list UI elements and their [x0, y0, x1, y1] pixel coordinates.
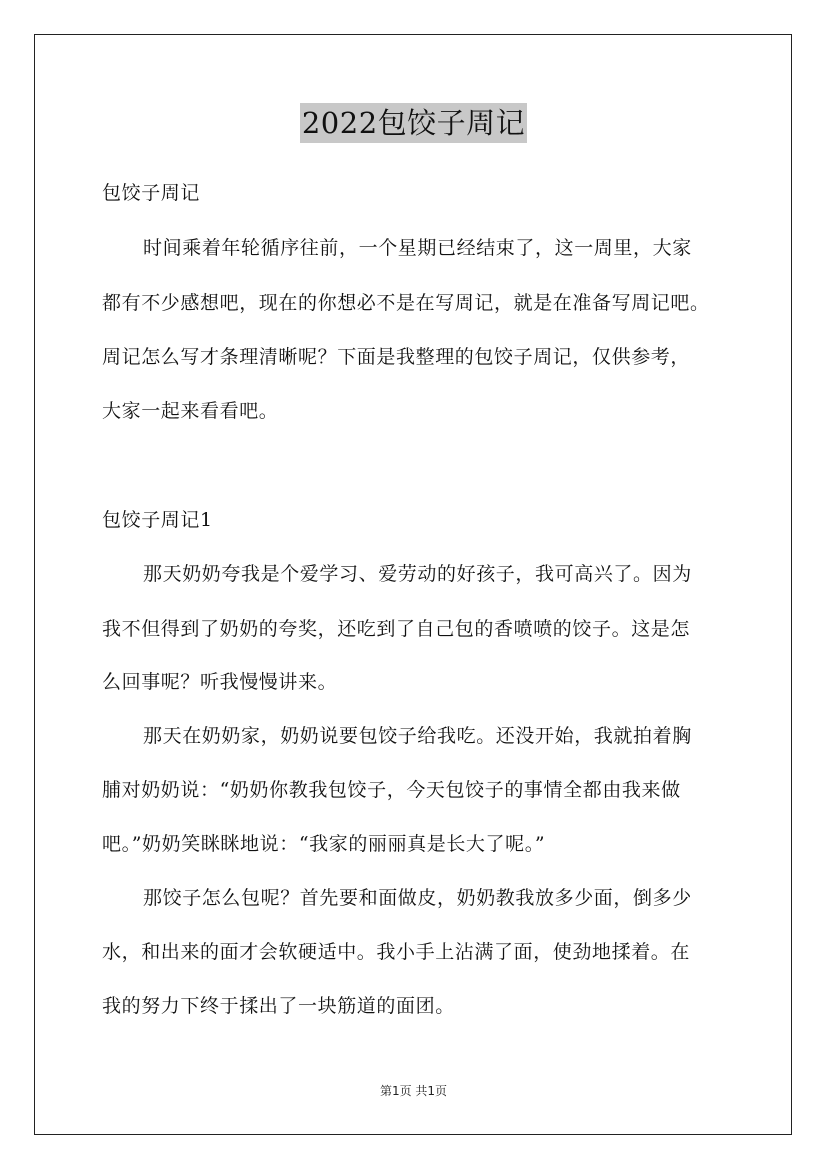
paragraph-line: 水，和出来的面才会软硬适中。我小手上沾满了面，使劲地揉着。在 — [102, 941, 691, 963]
paragraph-line: 大家一起来看看吧。 — [102, 400, 279, 422]
paragraph-line: 都有不少感想吧，现在的你想必不是在写周记，就是在准备写周记吧。 — [102, 292, 710, 314]
paragraph-line: 脯对奶奶说：“奶奶你教我包饺子，今天包饺子的事情全都由我来做 — [102, 779, 681, 801]
section-heading: 包饺子周记1 — [102, 509, 213, 531]
page-footer: 第1页 共1页 — [379, 1084, 448, 1098]
paragraph-line: 那饺子怎么包呢？首先要和面做皮，奶奶教我放多少面，倒多少 — [143, 887, 692, 909]
paragraph-line: 我的努力下终于揉出了一块筋道的面团。 — [102, 995, 455, 1017]
section-heading: 包饺子周记 — [102, 182, 201, 204]
paragraph-line: 吧。”奶奶笑眯眯地说：“我家的丽丽真是长大了呢。” — [102, 833, 546, 855]
paragraph-line: 我不但得到了奶奶的夸奖，还吃到了自己包的香喷喷的饺子。这是怎 — [102, 618, 691, 640]
paragraph-line: 么回事呢？听我慢慢讲来。 — [102, 671, 338, 693]
paragraph-line: 时间乘着年轮循序往前，一个星期已经结束了，这一周里，大家 — [143, 237, 692, 259]
paragraph-line: 周记怎么写才条理清晰呢？下面是我整理的包饺子周记，仅供参考， — [102, 346, 691, 368]
paragraph-line: 那天奶奶夸我是个爱学习、爱劳动的好孩子，我可高兴了。因为 — [143, 563, 692, 585]
title-container — [0, 103, 827, 143]
paragraph-line: 那天在奶奶家，奶奶说要包饺子给我吃。还没开始，我就拍着胸 — [143, 725, 692, 747]
document-title: 2022包饺子周记 — [300, 103, 527, 143]
